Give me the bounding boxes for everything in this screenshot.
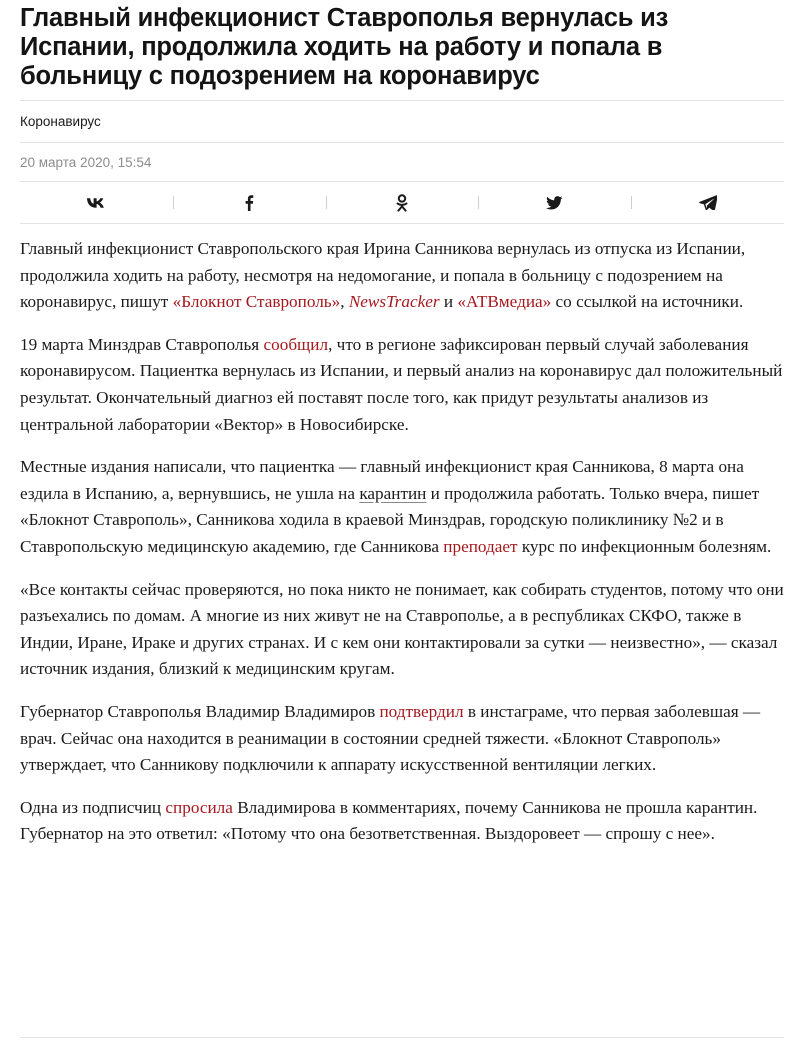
vk-icon — [86, 197, 106, 209]
paragraph-1 — [20, 236, 784, 316]
article-page — [20, 0, 784, 864]
link-podtverdil[interactable]: подтвердил — [379, 701, 464, 721]
paragraph-text: курс по инфекционным болезням. — [517, 536, 772, 556]
link-newstracker[interactable]: NewsTracker — [348, 292, 440, 312]
paragraph-text: «Все контакты сейчас проверяются, но пока никто не понимает, как собирать студентов, потому что они разъехались по домам. А многие из них живут не на Ставрополье, а в республиках СКФО, также в Индии, Иране, Ираке и других странах. И с кем они контактировали за сутки — неизвестно», — сказал источник издания, близкий к медицинским кругам. — [20, 579, 784, 679]
share-bar — [20, 181, 784, 224]
paragraph-4 — [20, 577, 784, 683]
odnoklassniki-icon — [396, 194, 408, 212]
paragraph-text: и — [439, 292, 458, 312]
paragraph-text: Местные издания написали, что пациентка — главный инфекционист края Санникова, 8 марта она ездила в Испанию, а, вернувшись, не ушла на — [20, 457, 744, 503]
share-odnoklassniki-button[interactable] — [326, 182, 479, 223]
paragraph-text: , — [340, 292, 349, 312]
link-atvmedia[interactable]: «АТВмедиа» — [457, 292, 552, 312]
paragraph-6 — [20, 795, 784, 848]
paragraph-text: Губернатор Ставрополья Владимир Владимиров — [20, 701, 380, 721]
paragraph-3 — [20, 454, 784, 560]
share-twitter-button[interactable] — [478, 182, 631, 223]
link-karantin[interactable]: карантин — [359, 483, 427, 503]
paragraph-text: в инстаграме, что первая заболевшая — врач. Сейчас она находится в реанимации в состоянии средней тяжести. «Блокнот Ставрополь» утверждает, что Санникову подключили к аппарату искусственной вентиляции легких. — [20, 701, 761, 775]
share-vk-button[interactable] — [20, 182, 173, 223]
link-sprosila[interactable]: спросила — [165, 797, 233, 817]
paragraph-text: Главный инфекционист Ставропольского края Ирина Санникова вернулась из отпуска из Испании, продолжила ходить на работу, несмотря на недомогание, и попала в больницу с подозрением на коронавирус, пишут — [20, 239, 746, 312]
link-soobshchil[interactable]: сообщил — [263, 334, 329, 354]
paragraph-2 — [20, 332, 784, 438]
paragraph-text: Владимирова в комментариях, почему Санникова не прошла карантин. Губернатор на это ответил: «Потому что она безответственная. Выздоровеет — спрошу с нее». — [20, 797, 758, 844]
article-body — [20, 224, 784, 848]
bottom-divider — [20, 1037, 784, 1038]
paragraph-text: со ссылкой на источники. — [551, 292, 744, 312]
paragraph-text: , что в регионе зафиксирован первый случай заболевания коронавирусом. Пациентка вернулась из Испании, и первый анализ на коронавирус дал положительный результат. Окончательный диагноз ей поставят после того, как придут результаты анализов из центральной лаборатории «Вектор» в Новосибирске. — [20, 334, 783, 434]
telegram-icon — [699, 195, 717, 210]
share-facebook-button[interactable] — [173, 182, 326, 223]
paragraph-text: и продолжила работать. Только вчера, пишет «Блокнот Ставрополь», Санникова ходила в краевой Минздрав, городскую поликлинику №2 и в Ставропольскую медицинскую академию, где Санникова — [20, 483, 760, 556]
share-telegram-button[interactable] — [631, 182, 784, 223]
date-row — [20, 143, 784, 181]
paragraph-text: Одна из подписчиц — [20, 797, 166, 817]
paragraph-text: 19 марта Минздрав Ставрополья — [20, 334, 264, 354]
link-prepodaet[interactable]: преподает — [443, 536, 518, 556]
facebook-icon — [244, 195, 254, 211]
tag-link-coronavirus[interactable]: Коронавирус — [20, 114, 101, 129]
paragraph-5 — [20, 699, 784, 779]
article-headline: Главный инфекционист Ставрополья вернулась из Испании, продолжила ходить на работу и попала в больницу с подозрением на коронавирус — [20, 4, 669, 90]
publish-date: 20 марта 2020, 15:54 — [20, 154, 152, 170]
twitter-icon — [546, 196, 563, 210]
link-bloknot-stavropol[interactable]: «Блокнот Ставрополь» — [172, 292, 341, 312]
tag-row — [20, 101, 784, 142]
